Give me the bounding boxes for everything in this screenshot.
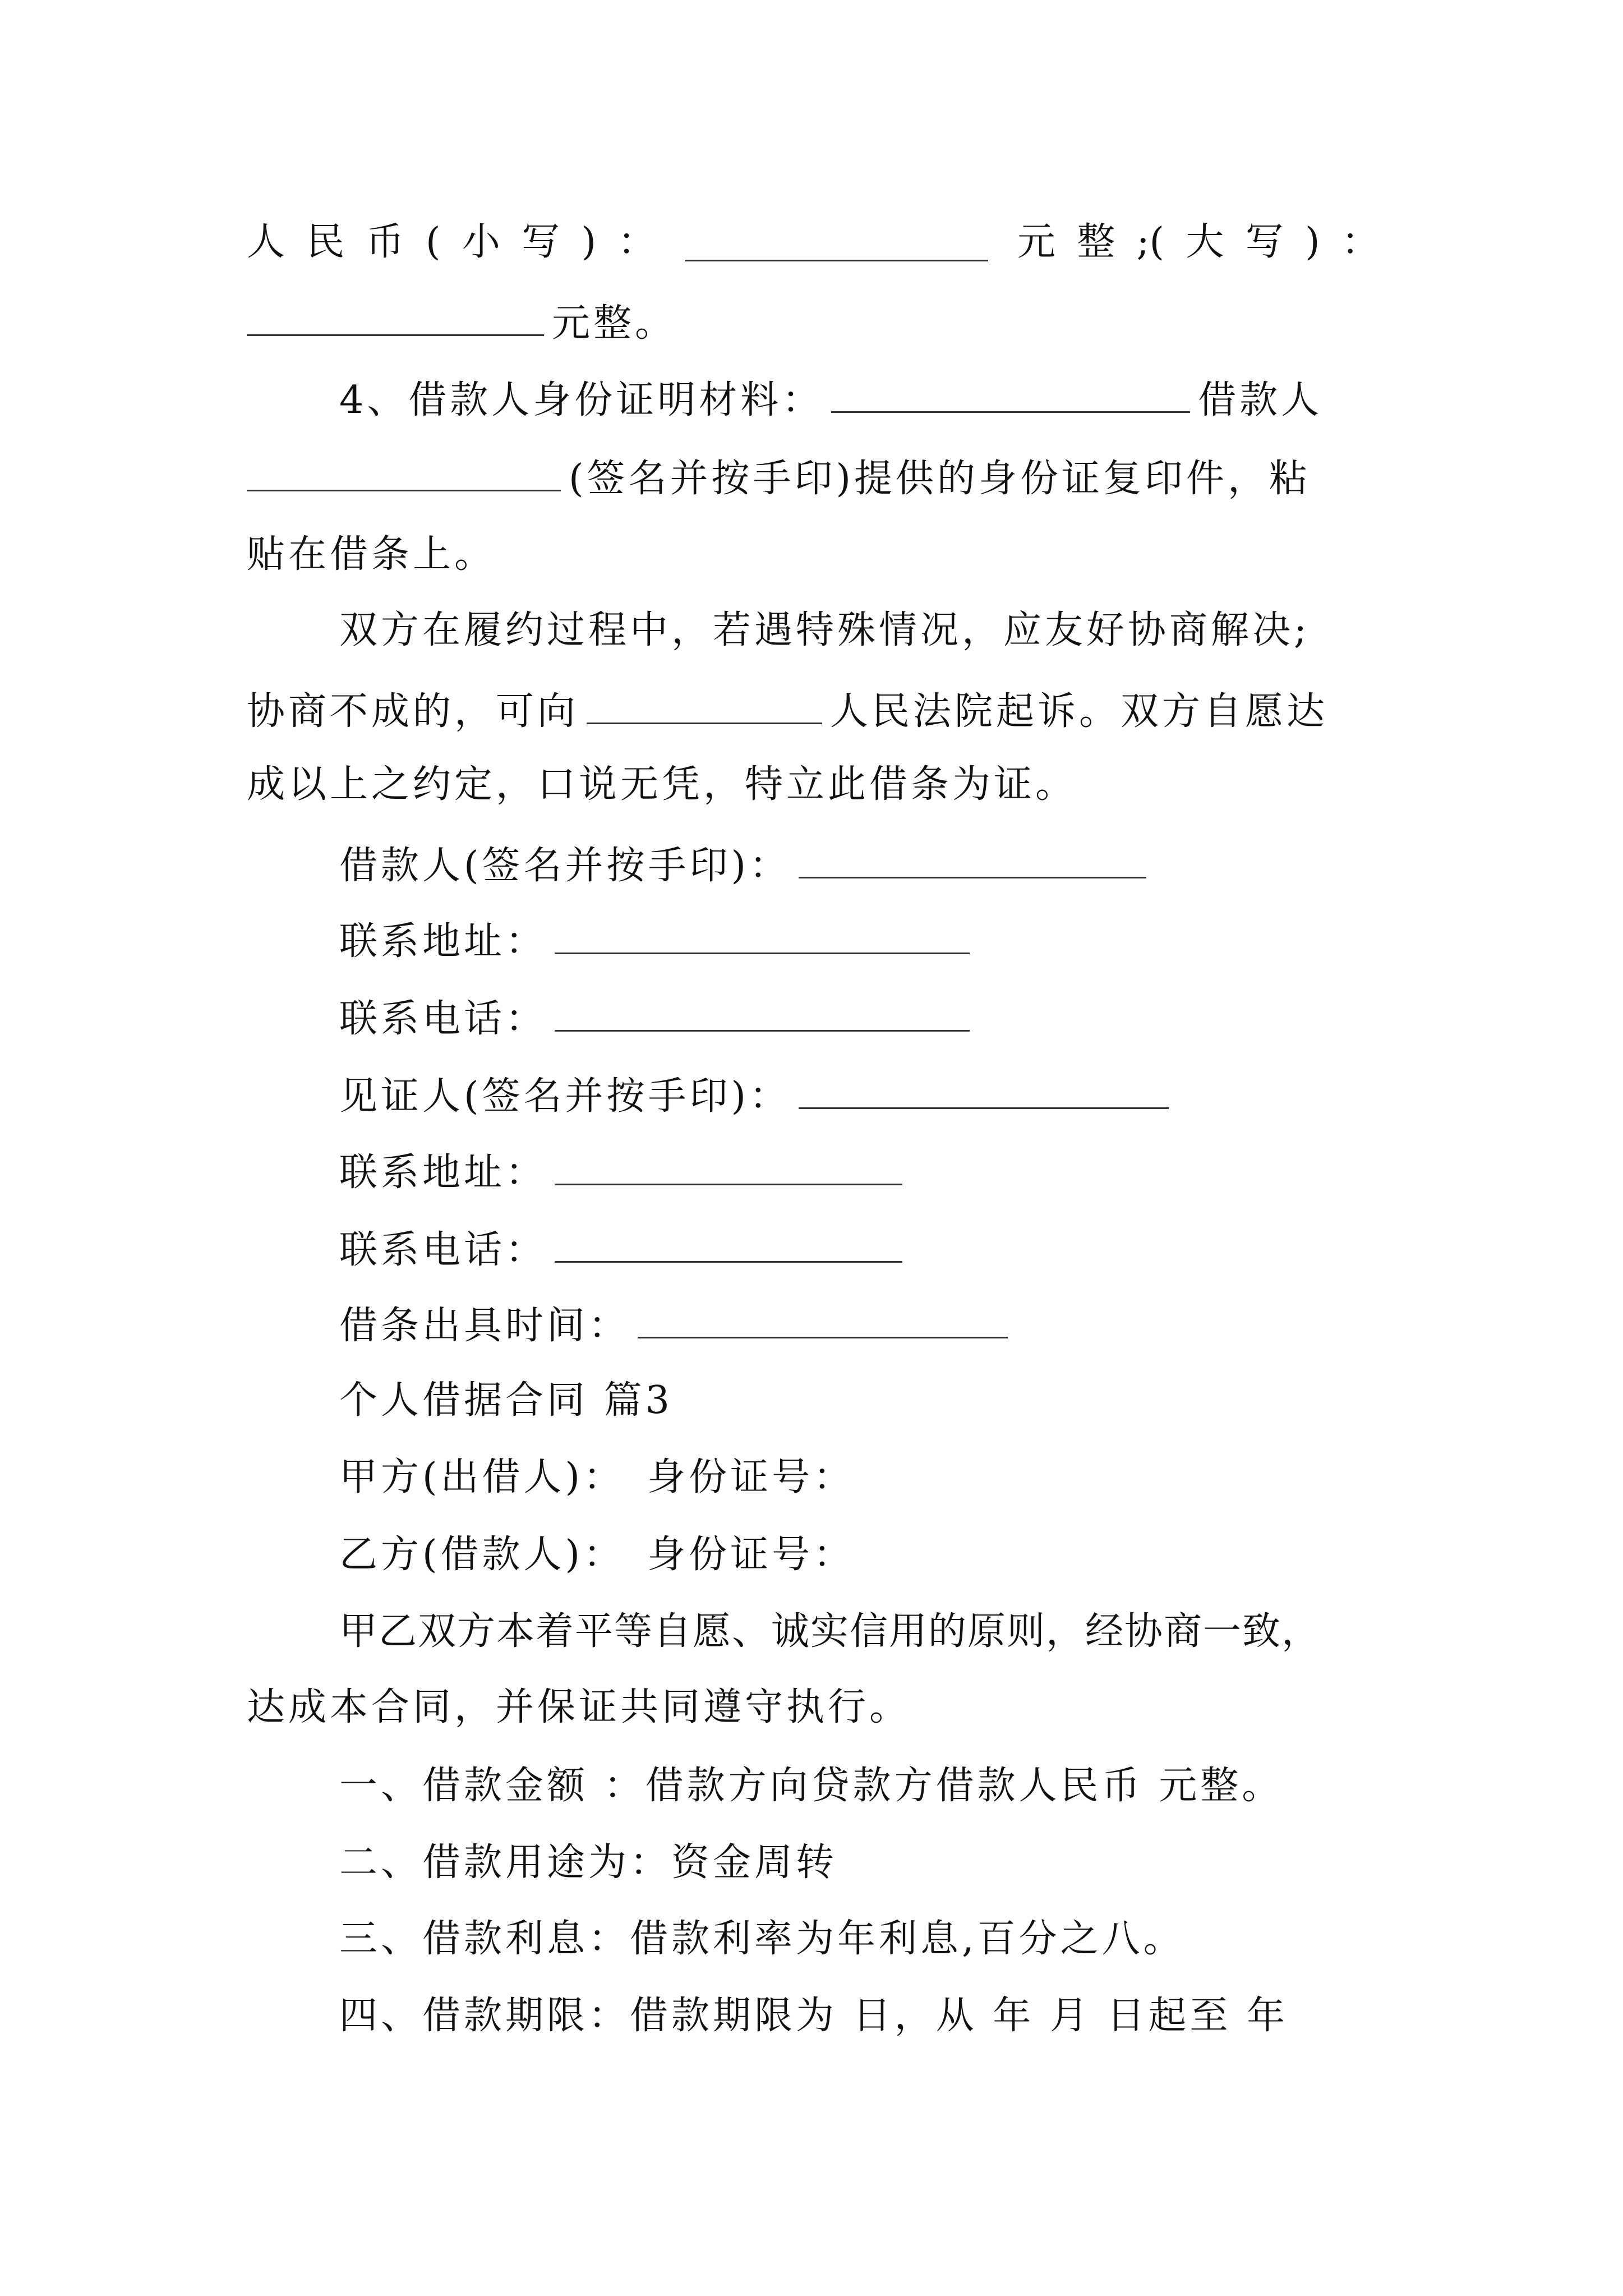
paragraph-text: 双方在履约过程中，若遇特殊情况，应友好协商解决; — [339, 608, 1310, 652]
char: 写 — [1245, 220, 1284, 264]
witness-sign-label: 见证人(签名并按手印)： — [339, 1074, 791, 1119]
id-copy-text: (签名并按手印)提供的身份证复印件，粘 — [569, 457, 1311, 501]
address2-blank[interactable] — [555, 1151, 902, 1185]
char: 民 — [306, 220, 345, 264]
court-line-start: 协商不成的，可向 — [247, 689, 579, 734]
party-a-id-label: 身份证号： — [647, 1455, 855, 1499]
phone2-blank[interactable] — [555, 1228, 902, 1263]
amount-lowercase-blank[interactable] — [685, 227, 988, 261]
char: ;( — [1136, 220, 1165, 264]
address2-row — [339, 1151, 910, 1195]
witness-sign-row — [339, 1074, 1177, 1119]
char: 元 — [1017, 220, 1055, 264]
court-line-end: 人民法院起诉。双方自愿达 — [830, 689, 1329, 734]
paragraph-text: 甲乙双方本着平等自愿、诚实信用的原则，经协商一致， — [339, 1609, 1321, 1654]
amount-uppercase-tail: 元整。 — [552, 301, 677, 346]
party-b-label: 乙方(借款人)： — [339, 1533, 625, 1577]
party-b-row — [339, 1533, 855, 1577]
char: ) — [581, 220, 597, 264]
phone1-blank[interactable] — [555, 997, 970, 1032]
char: ( — [425, 220, 441, 264]
court-line — [247, 689, 1329, 734]
char: 小 — [462, 220, 500, 264]
borrower-sign-row — [339, 844, 1154, 888]
address1-blank[interactable] — [555, 920, 970, 954]
char: 整 — [1077, 220, 1115, 264]
court-name-blank[interactable] — [587, 690, 822, 724]
address1-row — [339, 919, 978, 964]
phone2-row — [339, 1228, 910, 1272]
borrower-name-blank[interactable] — [247, 457, 561, 491]
clause-amount: 一、借款金额 ：借款方向贷款方借款人民币 元整。 — [339, 1764, 1284, 1808]
char: 币 — [366, 220, 404, 264]
clause-interest: 三、借款利息：借款利率为年利息,百分之八。 — [339, 1917, 1185, 1961]
witness-sign-blank[interactable] — [799, 1075, 1169, 1109]
id-copy-line — [247, 457, 1311, 501]
amount-line — [247, 220, 1380, 264]
clause-purpose: 二、借款用途为：资金周转 — [339, 1841, 838, 1885]
party-a-row — [339, 1455, 855, 1499]
amount-uppercase-line — [247, 301, 677, 346]
paragraph-text: 成以上之约定，口说无凭，特立此借条为证。 — [247, 762, 1077, 807]
char: ) — [1305, 220, 1320, 264]
char: 人 — [247, 220, 285, 264]
phone2-label: 联系电话： — [339, 1228, 547, 1272]
section-title: 个人借据合同 篇3 — [339, 1378, 673, 1423]
char: ： — [617, 220, 656, 264]
paragraph-text: 贴在借条上。 — [247, 532, 496, 577]
address1-label: 联系地址： — [339, 919, 547, 964]
phone1-label: 联系电话： — [339, 997, 547, 1041]
id-material-blank[interactable] — [831, 379, 1190, 413]
char: 大 — [1186, 220, 1224, 264]
clause-term: 四、借款期限：借款期限为 日，从 年 月 日起至 年 — [339, 1994, 1289, 2038]
amount-uppercase-blank[interactable] — [247, 302, 544, 336]
char: ： — [1341, 220, 1380, 264]
id-material-label: 4、借款人身份证明材料： — [339, 378, 824, 422]
party-a-label: 甲方(出借人)： — [339, 1455, 625, 1499]
issue-time-blank[interactable] — [638, 1304, 1008, 1338]
char: 写 — [522, 220, 560, 264]
issue-time-row — [339, 1304, 1016, 1348]
party-b-id-label: 身份证号： — [647, 1533, 855, 1577]
phone1-row — [339, 997, 978, 1041]
borrower-sign-label: 借款人(签名并按手印)： — [339, 844, 791, 888]
id-material-line — [339, 379, 1322, 420]
address2-label: 联系地址： — [339, 1151, 547, 1195]
id-material-borrower: 借款人 — [1198, 378, 1323, 422]
issue-time-label: 借条出具时间： — [339, 1304, 630, 1348]
paragraph-text: 达成本合同，并保证共同遵守执行。 — [247, 1685, 911, 1729]
borrower-sign-blank[interactable] — [799, 844, 1146, 878]
